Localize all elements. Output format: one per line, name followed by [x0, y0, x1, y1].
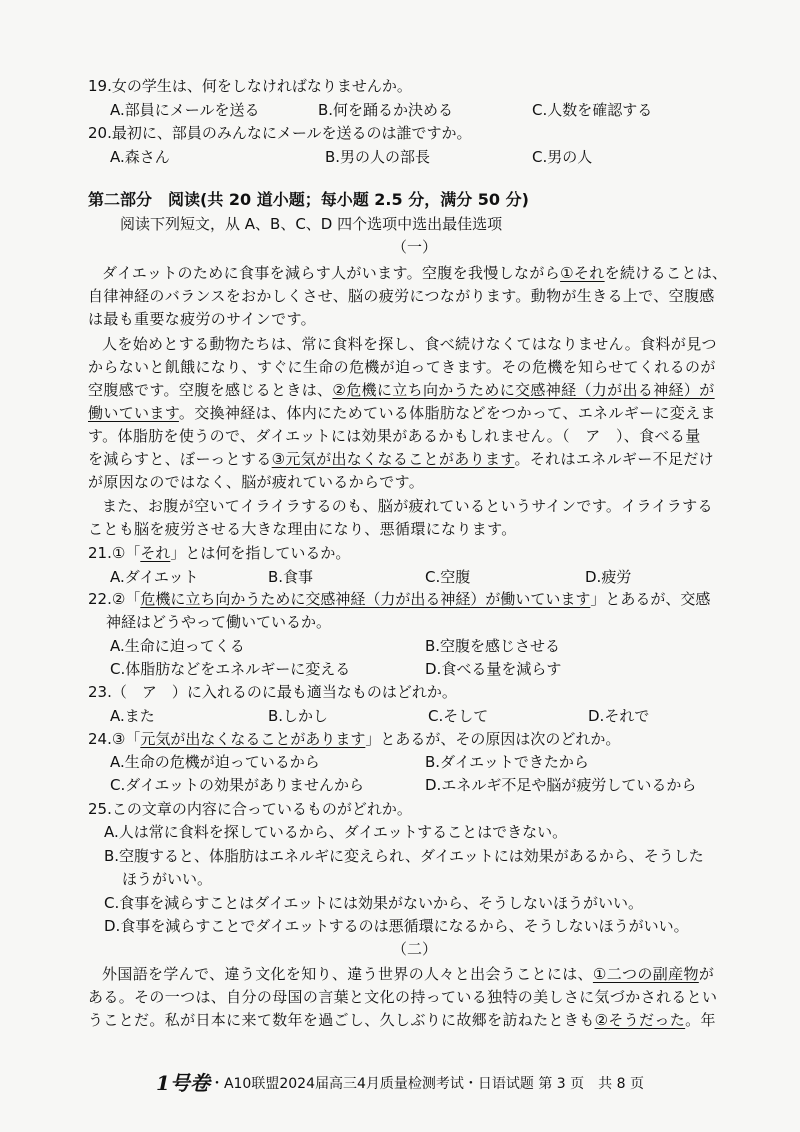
question-23-option-a: A.また — [110, 707, 155, 725]
passage-1-line: が原因なのではなく、脳が疲れているからです。 — [88, 473, 425, 491]
question-21-option-d: D.疲労 — [585, 568, 632, 586]
question-20-option-b: B.男の人の部長 — [325, 148, 431, 166]
passage-2-line: うことだ。私が日本に来て数年を過ごし、久しぶりに故郷を訪ねたときも②そうだった。年 — [88, 1011, 716, 1029]
question-25-option-c: C.食事を減らすことはダイエットには効果がないから、そうしないほうがいい。 — [104, 894, 644, 912]
question-22-option-c: C.体脂肪などをエネルギーに変える — [110, 660, 351, 678]
underlined-text: ①二つの副産物 — [592, 965, 699, 983]
passage-1-line: 人を始めとする動物たちは、常に食料を探し、食べ続けなくてはなりません。食料が見つ — [102, 335, 717, 353]
question-23-option-b: B.しかし — [268, 707, 329, 725]
underlined-text: 危機に立ち向かうために交感神経（力が出る神経）が働いています — [140, 590, 591, 608]
underlined-text: ②危機に立ち向かうために交感神経（力が出る神経）が — [332, 381, 715, 399]
underlined-text: ①それ — [560, 264, 605, 282]
question-25-stem: 25.この文章の内容に合っているものがどれか。 — [88, 800, 412, 818]
question-22-option-d: D.食べる量を減らす — [425, 660, 562, 678]
passage-2-line: 外国語を学んで、違う文化を知り、違う世界の人々と出会うことには、①二つの副産物が — [102, 965, 715, 983]
question-22-stem-line-2: 神経はどうやって働いているか。 — [106, 613, 332, 631]
question-19-option-a: A.部員にメールを送る — [110, 101, 260, 119]
passage-2-line: ある。その一つは、自分の母国の言葉と文化の持っている独特の美しさに気づかされるとい — [88, 988, 718, 1006]
question-24-stem: 24.③「元気が出なくなることがあります」とあるが、その原因は次のどれか。 — [88, 730, 621, 748]
question-24-option-a: A.生命の危機が迫っているから — [110, 753, 320, 771]
question-24-option-c: C.ダイエットの効果がありませんから — [110, 776, 365, 794]
question-21-option-b: B.食事 — [268, 568, 314, 586]
question-19-stem: 19.女の学生は、何をしなければなりませんか。 — [88, 77, 412, 95]
passage-1-line: 働いています。交換神経は、体内にためている体脂肪などをつかって、エネルギーに変えま — [88, 404, 716, 422]
passage-1-line: は最も重要な疲労のサインです。 — [88, 310, 317, 328]
passage-1-label: （一） — [392, 238, 438, 256]
question-20-option-c: C.男の人 — [532, 148, 593, 166]
question-22-stem: 22.②「危機に立ち向かうために交感神経（力が出る神経）が働いています」とあるが、交感 — [88, 590, 711, 608]
question-21-option-c: C.空腹 — [425, 568, 471, 586]
passage-1-line: 空腹感です。空腹を感じるときは、②危機に立ち向かうために交感神経（力が出る神経）が — [88, 381, 715, 399]
passage-1-line: ことも脳を疲労させる大きな理由になり、悪循環になります。 — [88, 520, 517, 538]
passage-1-line: また、お腹が空いてイライラするのも、脳が疲れているというサインです。イライラする — [102, 497, 713, 515]
section-instruction: 阅读下列短文，从 A、B、C、D 四个选项中选出最佳选项 — [120, 215, 503, 233]
question-22-option-b: B.空腹を感じさせる — [425, 637, 561, 655]
question-25-option-b-line-2: ほうがいい。 — [122, 870, 213, 888]
underlined-text: ②そうだった — [594, 1011, 686, 1029]
question-25-option-b: B.空腹すると、体脂肪はエネルギに変えられ、ダイエットには効果があるから、そうした — [104, 847, 704, 865]
passage-1-line: からないと飢餓になり、すぐに生命の危機が迫ってきます。その危機を知らせてくれるのが — [88, 358, 716, 376]
passage-1-line: 自律神経のバランスをおかしくさせ、脳の疲労につながります。動物が生きる上で、空腹感 — [88, 287, 715, 305]
exam-logo: 1号卷 — [156, 1071, 210, 1095]
passage-1-line: を減らすと、ぼーっとする③元気が出なくなることがあります。それはエネルギー不足だけ — [88, 450, 715, 468]
question-24-option-d: D.エネルギ不足や脳が疲労しているから — [425, 776, 697, 794]
question-23-option-d: D.それで — [588, 707, 650, 725]
passage-1-line: ダイエットのために食事を減らす人がいます。空腹を我慢しながら①それを続けることは、 — [102, 264, 728, 282]
question-24-option-b: B.ダイエットできたから — [425, 753, 589, 771]
question-21-stem: 21.①「それ」とは何を指しているか。 — [88, 544, 351, 562]
underlined-text: 元気が出なくなることがあります — [140, 730, 366, 748]
underlined-text: それ — [140, 544, 171, 562]
underlined-text: ③元気が出なくなることがあります — [271, 450, 515, 468]
question-19-option-b: B.何を踊るか決める — [318, 101, 454, 119]
question-23-stem: 23.（ ア ）に入れるのに最も適当なものはどれか。 — [88, 683, 457, 701]
question-25-option-d: D.食事を減らすことでダイエットするのは悪循環になるから、そうしないほうがいい。 — [104, 917, 689, 935]
page-footer — [0, 1072, 800, 1095]
question-20-option-a: A.森さん — [110, 148, 170, 166]
question-23-option-c: C.そして — [428, 707, 489, 725]
underlined-text: 働いています — [88, 404, 179, 422]
question-22-option-a: A.生命に迫ってくる — [110, 637, 245, 655]
question-19-option-c: C.人数を確認する — [532, 101, 653, 119]
question-20-stem: 20.最初に、部員のみんなにメールを送るのは誰ですか。 — [88, 124, 472, 142]
question-21-option-a: A.ダイエット — [110, 568, 199, 586]
passage-1-line: す。体脂肪を使うので、ダイエットには効果があるかもしれません。（ ア ）、食べる量 — [88, 427, 701, 445]
question-25-option-a: A.人は常に食料を探しているから、ダイエットすることはできない。 — [104, 823, 568, 841]
section-title: 第二部分 阅读(共 20 道小题；每小题 2.5 分，满分 50 分) — [88, 190, 529, 209]
footer-text: ・A10联盟2024届高三4月质量检测考试・日语试题 第 3 页 共 8 页 — [209, 1076, 644, 1092]
passage-2-label: （二） — [392, 940, 438, 958]
